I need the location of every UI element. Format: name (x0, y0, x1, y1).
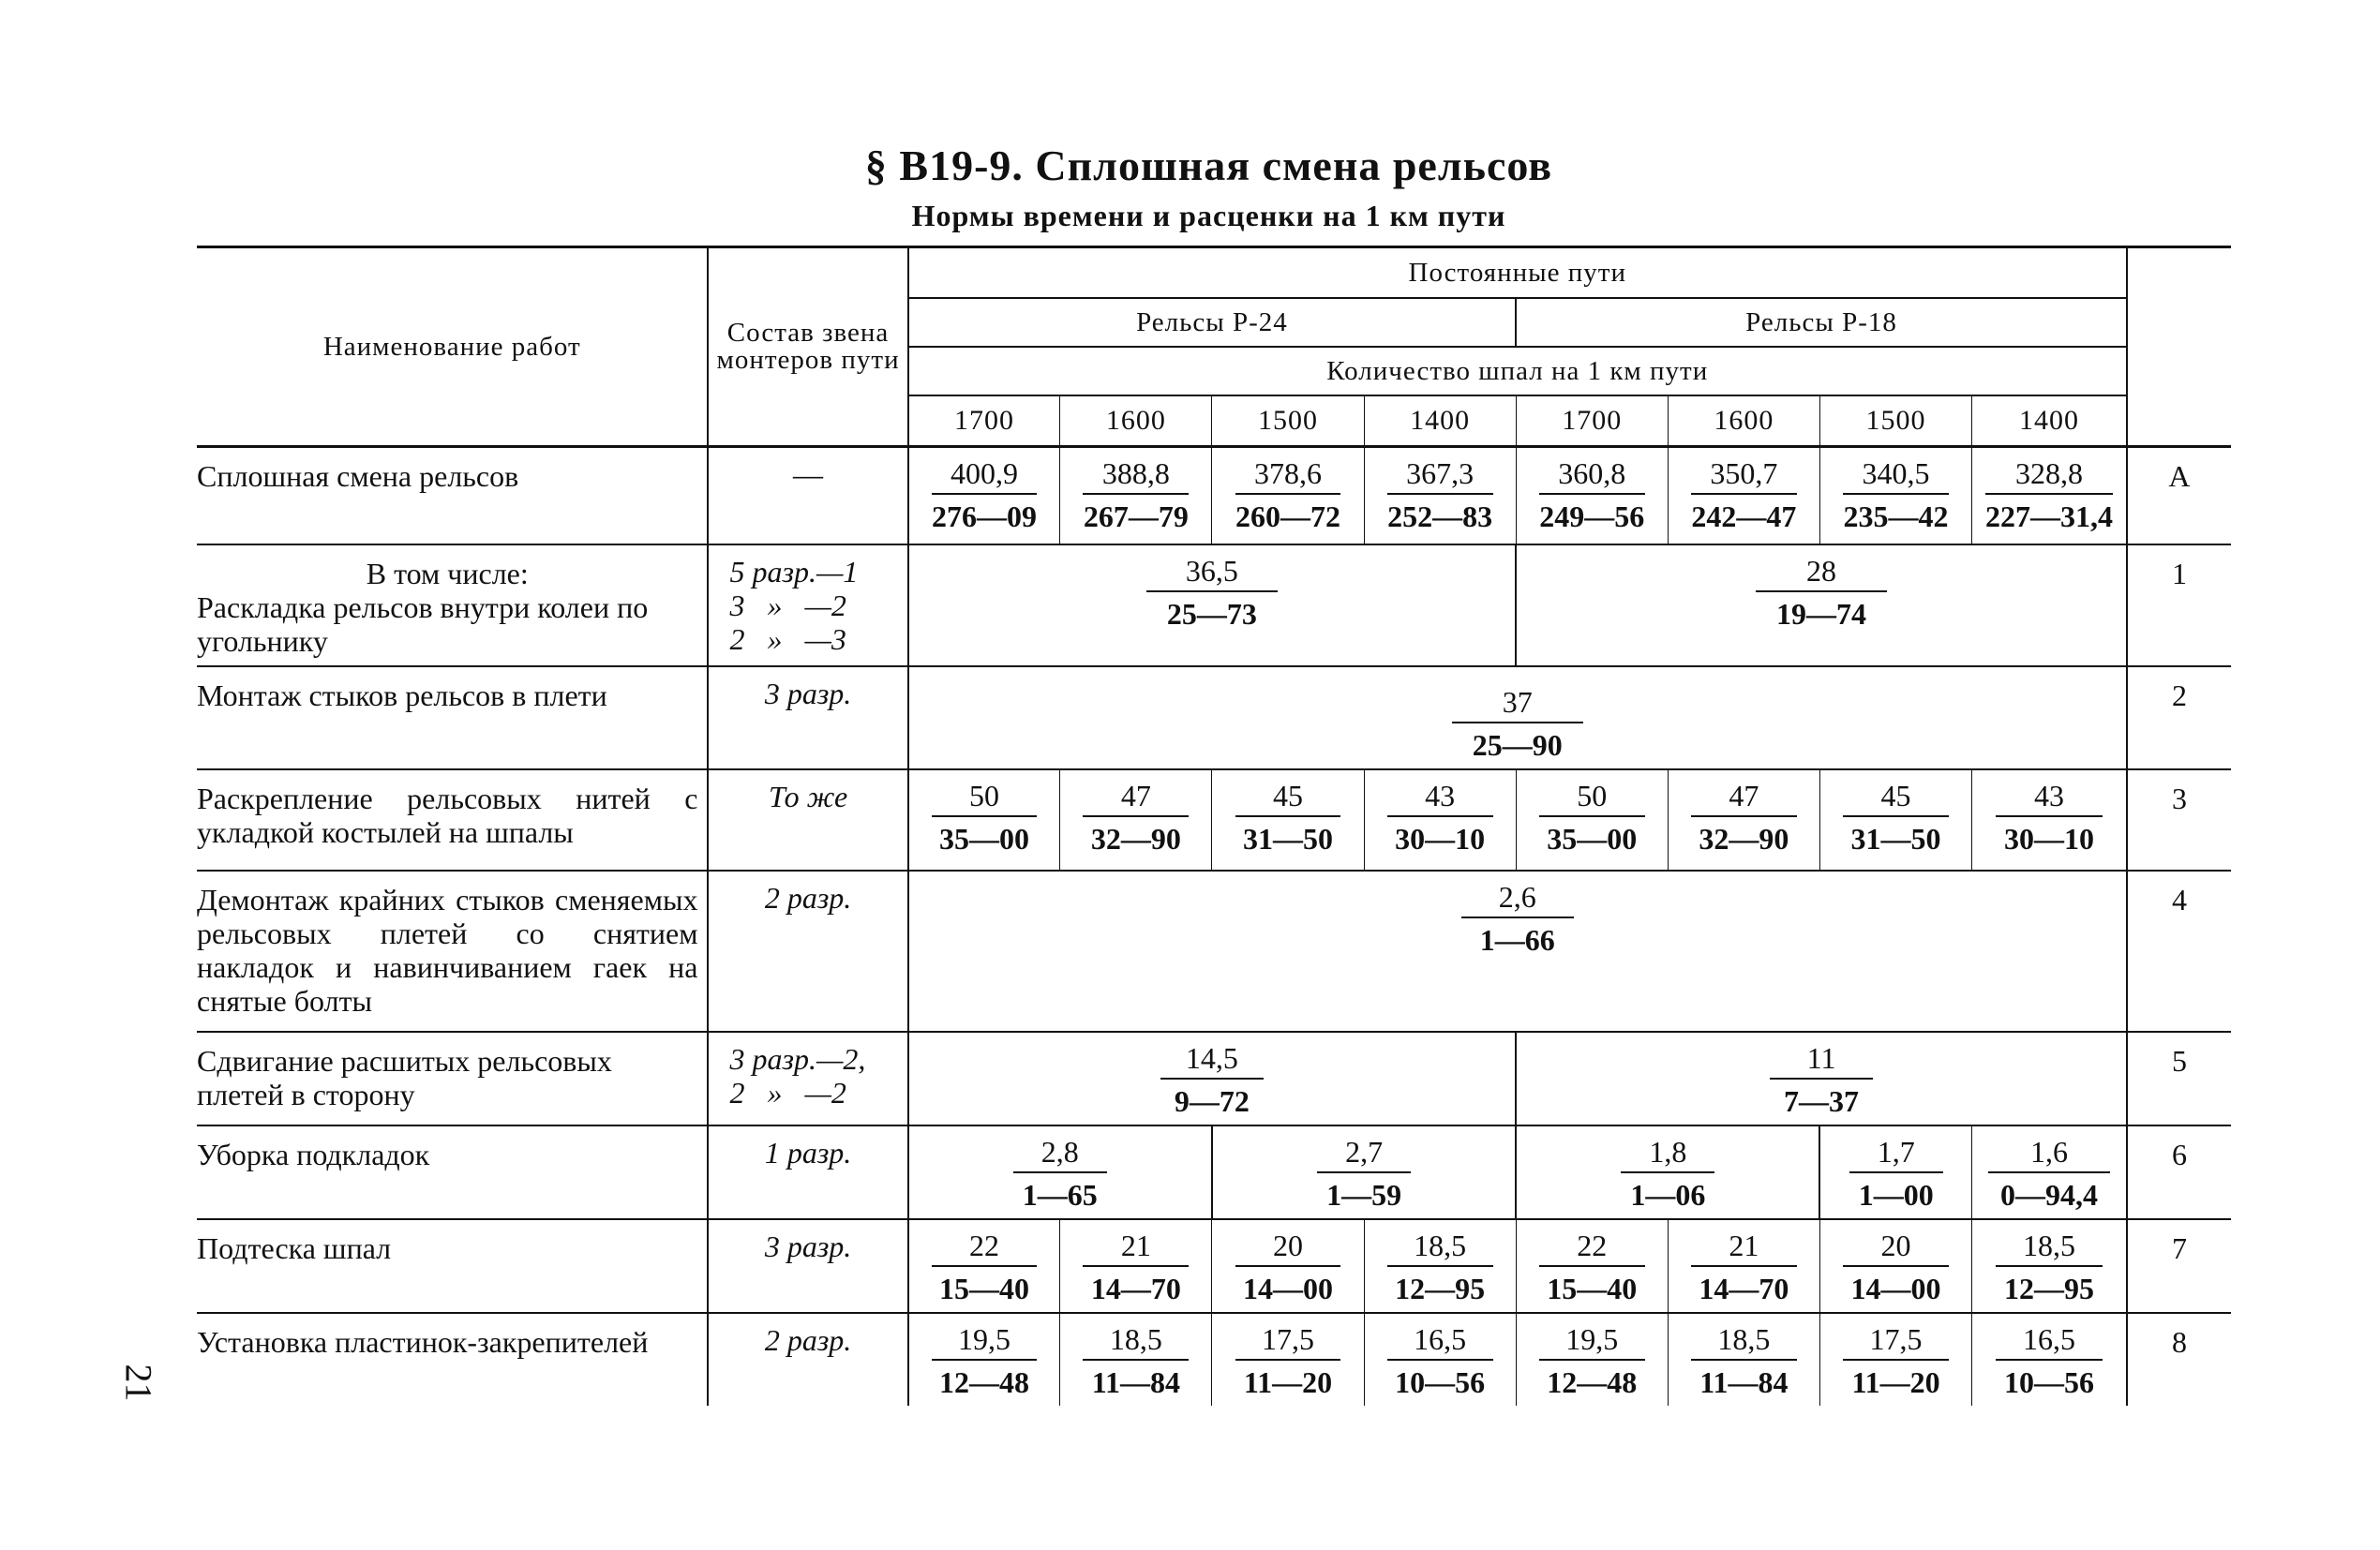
table-row (197, 544, 2231, 666)
row-code: А (2127, 447, 2231, 544)
norm-cell: $\frac{18,5}{12—95}$ (1972, 1219, 2127, 1313)
crew-composition: 2 разр. (708, 871, 907, 1032)
norm-cell: $\frac{19,5}{12—48}$ (908, 1313, 1060, 1406)
work-name: Подтеска шпал (197, 1219, 708, 1313)
norm-cell: $\frac{22}{15—40}$ (1516, 1219, 1668, 1313)
row-code: 6 (2127, 1125, 2231, 1219)
table-row (197, 1219, 2231, 1313)
norm-cell: $\frac{360,8}{249—56}$ (1516, 447, 1668, 544)
work-name-cell (197, 544, 708, 666)
header-sleepers-6: 1600 (1668, 395, 1819, 447)
norm-cell: $\frac{22}{15—40}$ (908, 1219, 1060, 1313)
norm-cell: $\frac{43}{30—10}$ (1364, 769, 1516, 871)
header-sleepers-2: 1600 (1060, 395, 1212, 447)
norm-cell: $\frac{18,5}{11—84}$ (1060, 1313, 1212, 1406)
header-sleepers-4: 1400 (1364, 395, 1516, 447)
row-code: 1 (2127, 544, 2231, 666)
header-sleepers-7: 1500 (1819, 395, 1971, 447)
table-row (197, 666, 2231, 769)
norm-cell: $\frac{1,6}{0—94,4}$ (1972, 1125, 2127, 1219)
norm-cell: $\frac{43}{30—10}$ (1972, 769, 2127, 871)
norm-cell: $\frac{1,8}{1—06}$ (1516, 1125, 1819, 1219)
table-subtitle: Нормы времени и расценки на 1 км пути (911, 199, 1506, 232)
work-name: Демонтаж крайних стыков сменяемых рельсовых плетей со снятием накладок и навинчиванием гаек на снятые болты (197, 871, 708, 1032)
row-code: 4 (2127, 871, 2231, 1032)
section-title: § В19-9. Сплошная смена рельсов (864, 142, 1553, 189)
norm-cell: $\frac{400,9}{276—09}$ (908, 447, 1060, 544)
norm-cell: $\frac{19,5}{12—48}$ (1516, 1313, 1668, 1406)
crew-composition: 1 разр. (708, 1125, 907, 1219)
header-rail-p24: Рельсы Р-24 (908, 298, 1517, 347)
table-row (197, 1313, 2231, 1406)
work-name: Сдвигание расшитых рельсовых плетей в сторону (197, 1032, 708, 1125)
norm-cell: $\frac{21}{14—70}$ (1060, 1219, 1212, 1313)
crew-composition: — (708, 447, 907, 544)
work-name: Уборка подкладок (197, 1125, 708, 1219)
header-code-column (2127, 247, 2231, 447)
work-name: Сплошная смена рельсов (197, 447, 708, 544)
norm-cell: $\frac{45}{31—50}$ (1212, 769, 1364, 871)
row-code: 3 (2127, 769, 2231, 871)
norm-cell: $\frac{37}{25—90}$ (908, 666, 2127, 769)
norm-cell: $\frac{18,5}{11—84}$ (1668, 1313, 1819, 1406)
norm-cell: $\frac{17,5}{11—20}$ (1819, 1313, 1971, 1406)
crew-composition: 3 разр. (708, 1219, 907, 1313)
norm-cell: $\frac{2,6}{1—66}$ (908, 871, 2127, 1032)
norms-table (197, 246, 2231, 1406)
norm-cell: $\frac{16,5}{10—56}$ (1364, 1313, 1516, 1406)
norm-cell: $\frac{50}{35—00}$ (908, 769, 1060, 871)
norm-cell: $\frac{367,3}{252—83}$ (1364, 447, 1516, 544)
page-number: 21 (117, 1364, 160, 1402)
row-code: 8 (2171, 1324, 2187, 1359)
norm-cell: $\frac{378,6}{260—72}$ (1212, 447, 1364, 544)
row-code: 5 (2127, 1032, 2231, 1125)
table-row (197, 447, 2231, 544)
norm-cell: $\frac{14,5}{9—72}$ (908, 1032, 1517, 1125)
norm-cell: $\frac{16,5}{10—56}$ (1972, 1313, 2127, 1406)
norm-cell: $\frac{328,8}{227—31,4}$ (1972, 447, 2127, 544)
header-work-name: Наименование работ (197, 247, 708, 447)
norm-cell: $\frac{350,7}{242—47}$ (1668, 447, 1819, 544)
work-name: Монтаж стыков рельсов в плети (197, 666, 708, 769)
table-row (197, 1125, 2231, 1219)
header-sleepers-1: 1700 (908, 395, 1060, 447)
crew-composition: 3 разр.—2, 2 » —2 (708, 1032, 907, 1125)
norm-cell: $\frac{2,8}{1—65}$ (908, 1125, 1212, 1219)
row-code: 2 (2127, 666, 2231, 769)
table-row (197, 769, 2231, 871)
crew-composition: 2 разр. (708, 1313, 907, 1406)
norm-cell: $\frac{340,5}{235—42}$ (1819, 447, 1971, 544)
crew-composition: 3 разр. (708, 666, 907, 769)
norm-cell: $\frac{21}{14—70}$ (1668, 1219, 1819, 1313)
work-name: Раскрепление рельсовых нитей с укладкой костылей на шпалы (197, 769, 708, 871)
norm-cell: $\frac{18,5}{12—95}$ (1364, 1219, 1516, 1313)
norm-cell: $\frac{45}{31—50}$ (1819, 769, 1971, 871)
norm-cell: $\frac{388,8}{267—79}$ (1060, 447, 1212, 544)
table-row (197, 871, 2231, 1032)
norm-cell: $\frac{50}{35—00}$ (1516, 769, 1668, 871)
header-permanent-tracks: Постоянные пути (908, 247, 2127, 299)
norm-cell: $\frac{28}{19—74}$ (1516, 544, 2127, 666)
norm-cell: $\frac{20}{14—00}$ (1819, 1219, 1971, 1313)
header-sleeper-count: Количество шпал на 1 км пути (908, 347, 2127, 395)
norm-cell: $\frac{47}{32—90}$ (1060, 769, 1212, 871)
norm-cell: $\frac{2,7}{1—59}$ (1212, 1125, 1516, 1219)
work-name: Установка пластинок-закрепителей (197, 1313, 708, 1406)
norm-cell: $\frac{11}{7—37}$ (1516, 1032, 2127, 1125)
row-code: 7 (2127, 1219, 2231, 1313)
header-sleepers-8: 1400 (1972, 395, 2127, 447)
crew-composition: То же (708, 769, 907, 871)
header-sleepers-3: 1500 (1212, 395, 1364, 447)
table-row (197, 1032, 2231, 1125)
norm-cell: $\frac{1,7}{1—00}$ (1819, 1125, 1971, 1219)
norm-cell: $\frac{36,5}{25—73}$ (908, 544, 1517, 666)
header-crew: Состав звена монтеров пути (708, 247, 907, 447)
norm-cell: $\frac{47}{32—90}$ (1668, 769, 1819, 871)
work-name: Раскладка рельсов внутри колеи по угольнику (197, 589, 649, 658)
norm-cell: $\frac{17,5}{11—20}$ (1212, 1313, 1364, 1406)
header-rail-p18: Рельсы Р-18 (1516, 298, 2127, 347)
header-sleepers-5: 1700 (1516, 395, 1668, 447)
crew-composition: 5 разр.—1 3 » —2 2 » —3 (708, 544, 907, 666)
work-subheading: В том числе: (366, 556, 529, 590)
norm-cell: $\frac{20}{14—00}$ (1212, 1219, 1364, 1313)
